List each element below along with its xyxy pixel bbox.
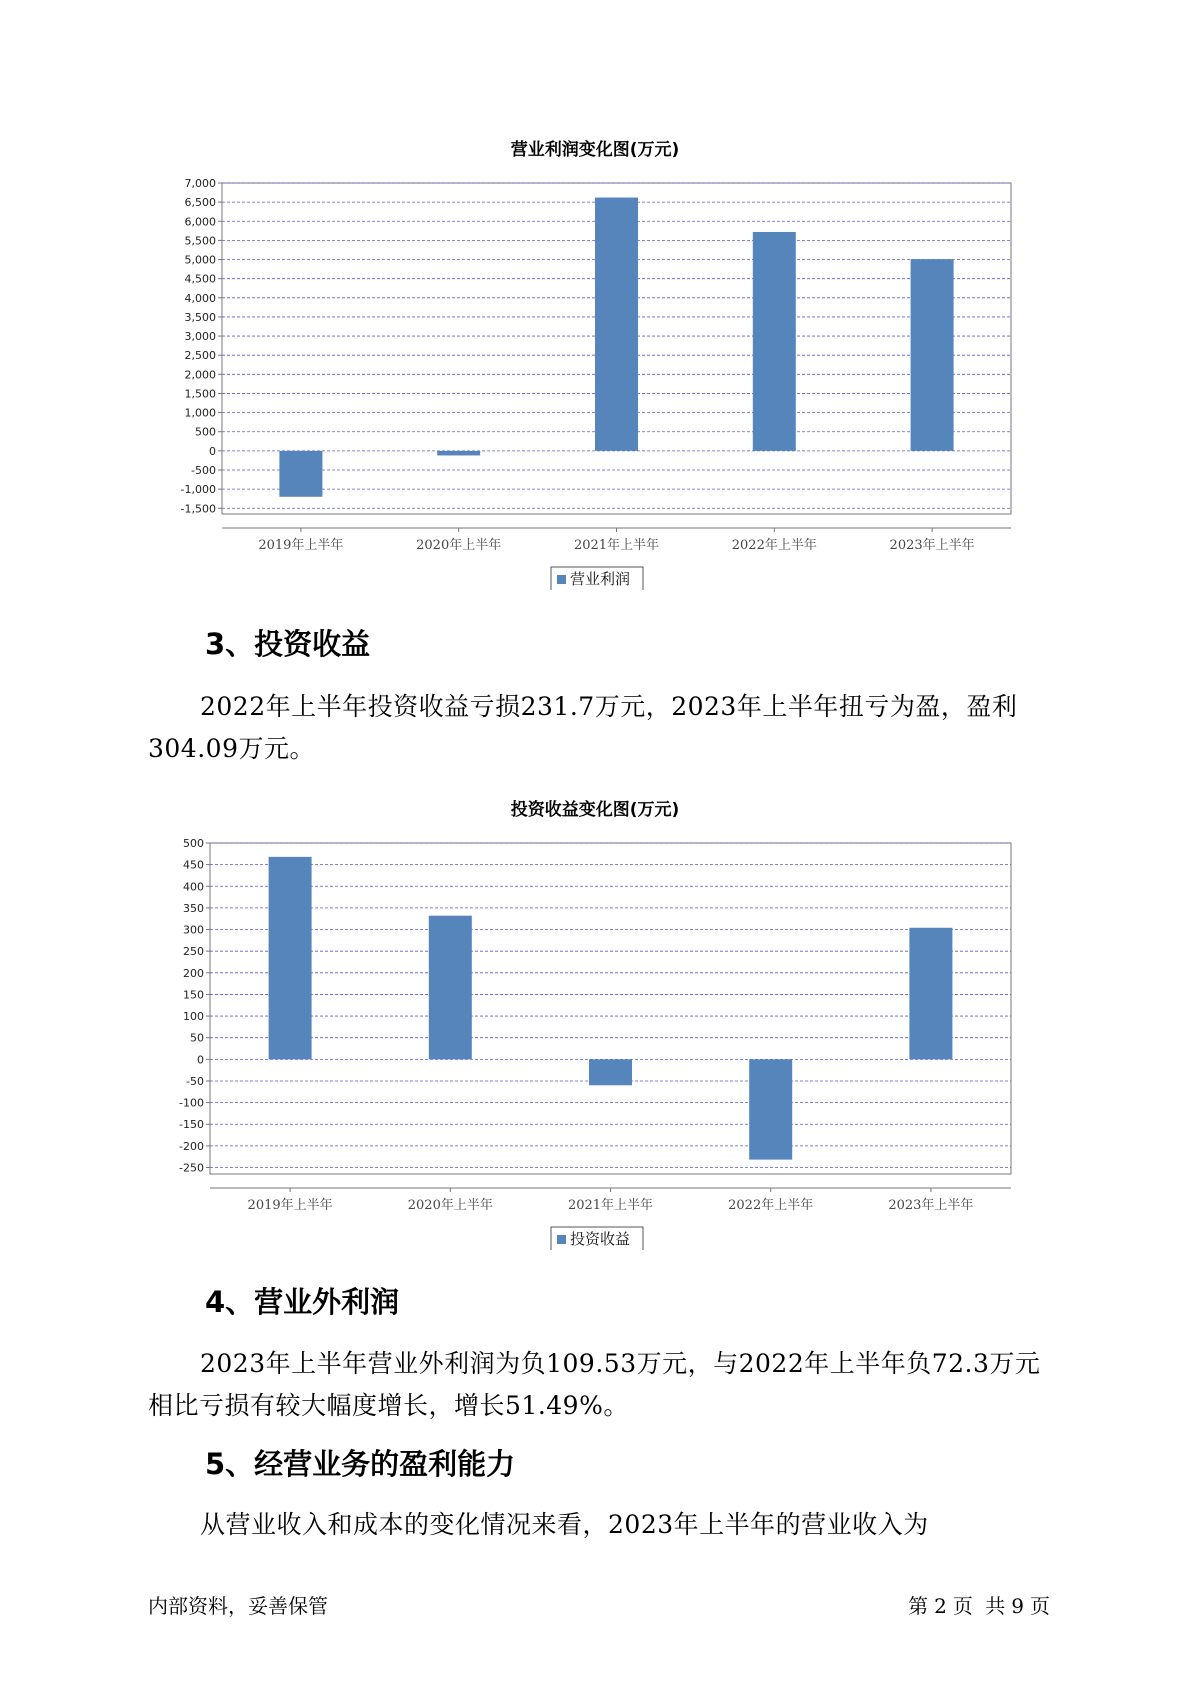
y-tick-label: 500 [183,837,204,850]
y-tick-label: 6,500 [184,196,216,210]
bar [279,451,322,497]
y-tick-label: -1,000 [180,483,216,497]
y-tick-label: 2,500 [184,349,216,363]
legend-label: 营业利润 [570,570,631,588]
x-tick-label: 2021年上半年 [567,1198,654,1213]
y-tick-label: 100 [183,1010,204,1024]
y-tick-label: -100 [179,1096,204,1110]
y-tick-label: 200 [183,966,204,980]
operating-profit-chart [0,130,1191,590]
x-tick-label: 2022年上半年 [731,538,817,553]
footer-total-label-pre: 共 [985,1594,1006,1618]
investment-income-chart-svg [0,790,1191,1250]
y-tick-label: -500 [191,463,216,477]
x-tick-label: 2023年上半年 [889,538,975,553]
y-tick-label: 0 [209,444,216,458]
legend-swatch [557,1235,566,1244]
y-tick-label: 5,000 [184,253,216,267]
footer-confidential-note: 内部资料，妥善保管 [148,1594,328,1618]
section-4-heading: 4、营业外利润 [205,1285,400,1319]
x-tick-label: 2020年上半年 [416,538,502,553]
section-4-paragraph: 2023年上半年营业外利润为负109.53万元，与2022年上半年负72.3万元相比亏损有较大幅度增长，增长51.49%。 [148,1349,1041,1420]
y-tick-label: 350 [183,901,204,915]
bar [269,857,312,1059]
bar [429,916,472,1060]
x-tick-label: 2022年上半年 [728,1198,814,1213]
y-tick-label: 1,000 [184,406,216,420]
y-tick-label: 250 [183,945,204,959]
y-tick-label: 4,500 [184,272,216,286]
y-tick-label: 0 [197,1053,204,1067]
legend-label: 投资收益 [570,1230,631,1248]
y-tick-label: 7,000 [184,177,216,190]
y-tick-label: 300 [183,923,204,937]
x-tick-label: 2019年上半年 [258,538,344,553]
section-3-heading: 3、投资收益 [205,627,371,661]
section-5-heading: 5、经营业务的盈利能力 [205,1447,516,1481]
y-tick-label: -1,500 [180,502,216,516]
bar [437,451,480,456]
y-tick-label: -150 [179,1118,204,1132]
chart-title: 投资收益变化图(万元) [510,800,680,820]
y-tick-label: -250 [179,1161,204,1175]
y-tick-label: 450 [183,858,204,872]
bar [909,928,952,1060]
operating-profit-chart-svg [0,130,1191,590]
footer-total-label-post: 页 [1030,1594,1050,1618]
y-tick-label: -50 [186,1074,204,1088]
y-tick-label: 50 [190,1031,204,1045]
y-tick-label: 150 [183,988,204,1002]
y-tick-label: 1,500 [184,387,216,401]
bar [753,232,796,451]
footer-page-label-mid: 页 [952,1594,973,1618]
bar [911,259,954,451]
bar [595,198,638,451]
y-tick-label: 400 [183,880,204,894]
legend-swatch [557,575,566,584]
footer-page-total: 9 [1011,1594,1024,1618]
bar [589,1059,632,1085]
section-5-paragraph: 从营业收入和成本的变化情况来看，2023年上半年的营业收入为 [200,1510,929,1539]
x-tick-label: 2023年上半年 [888,1198,974,1213]
y-tick-label: 3,500 [184,310,216,324]
chart-title: 营业利润变化图(万元) [510,140,680,160]
x-tick-label: 2021年上半年 [573,538,660,553]
section-3-paragraph: 2022年上半年投资收益亏损231.7万元，2023年上半年扭亏为盈，盈利304.09万元。 [148,692,1018,763]
y-tick-label: 6,000 [184,215,216,229]
y-tick-label: 3,000 [184,330,216,344]
y-tick-label: 5,500 [184,234,216,248]
y-tick-label: 2,000 [184,368,216,382]
footer-page-current: 2 [934,1594,947,1618]
bar [749,1059,792,1159]
footer-page-label-pre: 第 [908,1594,929,1618]
y-tick-label: 500 [195,425,216,439]
footer-page-number [905,1594,1053,1618]
y-tick-label: 4,000 [184,291,216,305]
investment-income-chart [0,790,1191,1250]
x-tick-label: 2020年上半年 [407,1198,493,1213]
y-tick-label: -200 [179,1139,204,1153]
x-tick-label: 2019年上半年 [247,1198,333,1213]
